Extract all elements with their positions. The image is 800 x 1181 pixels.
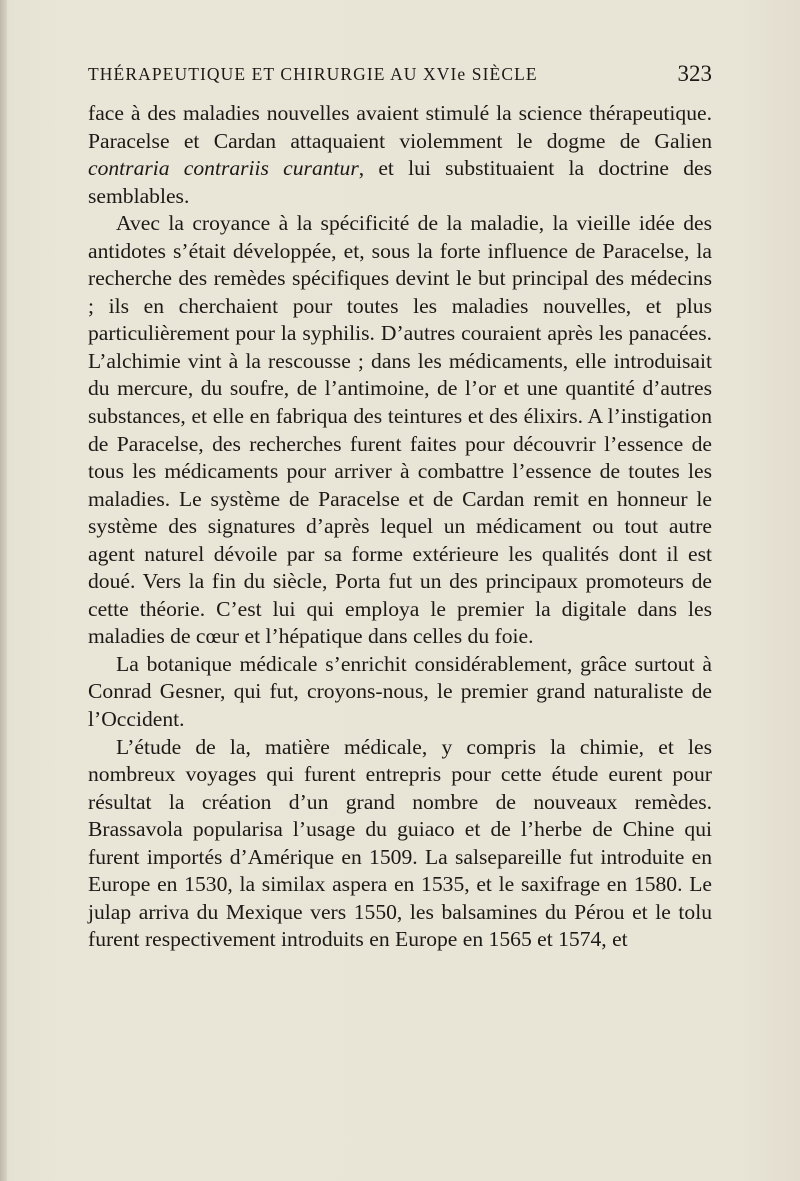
running-head — [0, 58, 712, 90]
body-text — [88, 100, 712, 954]
binding-edge — [0, 0, 7, 1181]
paragraph-2: Avec la croyance à la spécificité de la maladie, la vieille idée des antidotes s’était développée, et, sous la forte influence de Paracelse, la recherche des remèdes spécifiques devint le but principal des médecins ; ils en cherchaient pour toutes les maladies nouvelles, et plus particulièrement pour la syphilis. D’autres couraient après les panacées. L’alchimie vint à la rescousse ; dans les médicaments, elle introduisait du mercure, du soufre, de l’antimoine, de l’or et une quantité d’autres substances, et elle en fabriqua des teintures et des élixirs. A l’instigation de Paracelse, des recherches furent faites pour découvrir l’essence de tous les médicaments pour arriver à combattre l’essence de toutes les maladies. Le système de Paracelse et de Cardan remit en honneur le système des signatures d’après lequel un médicament ou tout autre agent naturel dévoile par sa forme extérieure les qualités dont il est doué. Vers la fin du siècle, Porta fut un des principaux promoteurs de cette théorie. C’est lui qui employa le premier la digitale dans les maladies de cœur et l’hépatique dans celles du foie. — [88, 211, 712, 649]
running-title: THÉRAPEUTIQUE ET CHIRURGIE AU XVIe SIÈCLE — [88, 64, 538, 84]
paragraph-4: L’étude de la, matière médicale, y compris la chimie, et les nombreux voyages qui furent entrepris pour cette étude eurent pour résultat la création d’un grand nombre de nouveaux remèdes. Brassavola popularisa l’usage du guiaco et de l’herbe de Chine qui furent importés d’Amérique en 1509. La salsepareille fut introduite en Europe en 1530, la similax aspera en 1535, et le saxifrage en 1580. Le julap arriva du Mexique vers 1550, les balsamines du Pérou et le tolu furent respectivement introduits en Europe en 1565 et 1574, et — [88, 734, 712, 952]
paragraph-3: La botanique médicale s’enrichit considérablement, grâce surtout à Conrad Gesner, qui fut, croyons-nous, le premier grand naturaliste de l’Occident. — [88, 651, 712, 732]
paragraph-1-before: face à des maladies nouvelles avaient stimulé la science thérapeutique. Paracelse et Cardan attaquaient violemment le dogme de Galien — [88, 101, 712, 153]
paragraph-1 — [88, 100, 712, 210]
page-number: 323 — [677, 61, 712, 86]
latin-maxim: contraria contrariis curantur — [88, 156, 359, 181]
paragraph-1-after: , et lui substituaient la doctrine des semblables. — [88, 156, 713, 208]
